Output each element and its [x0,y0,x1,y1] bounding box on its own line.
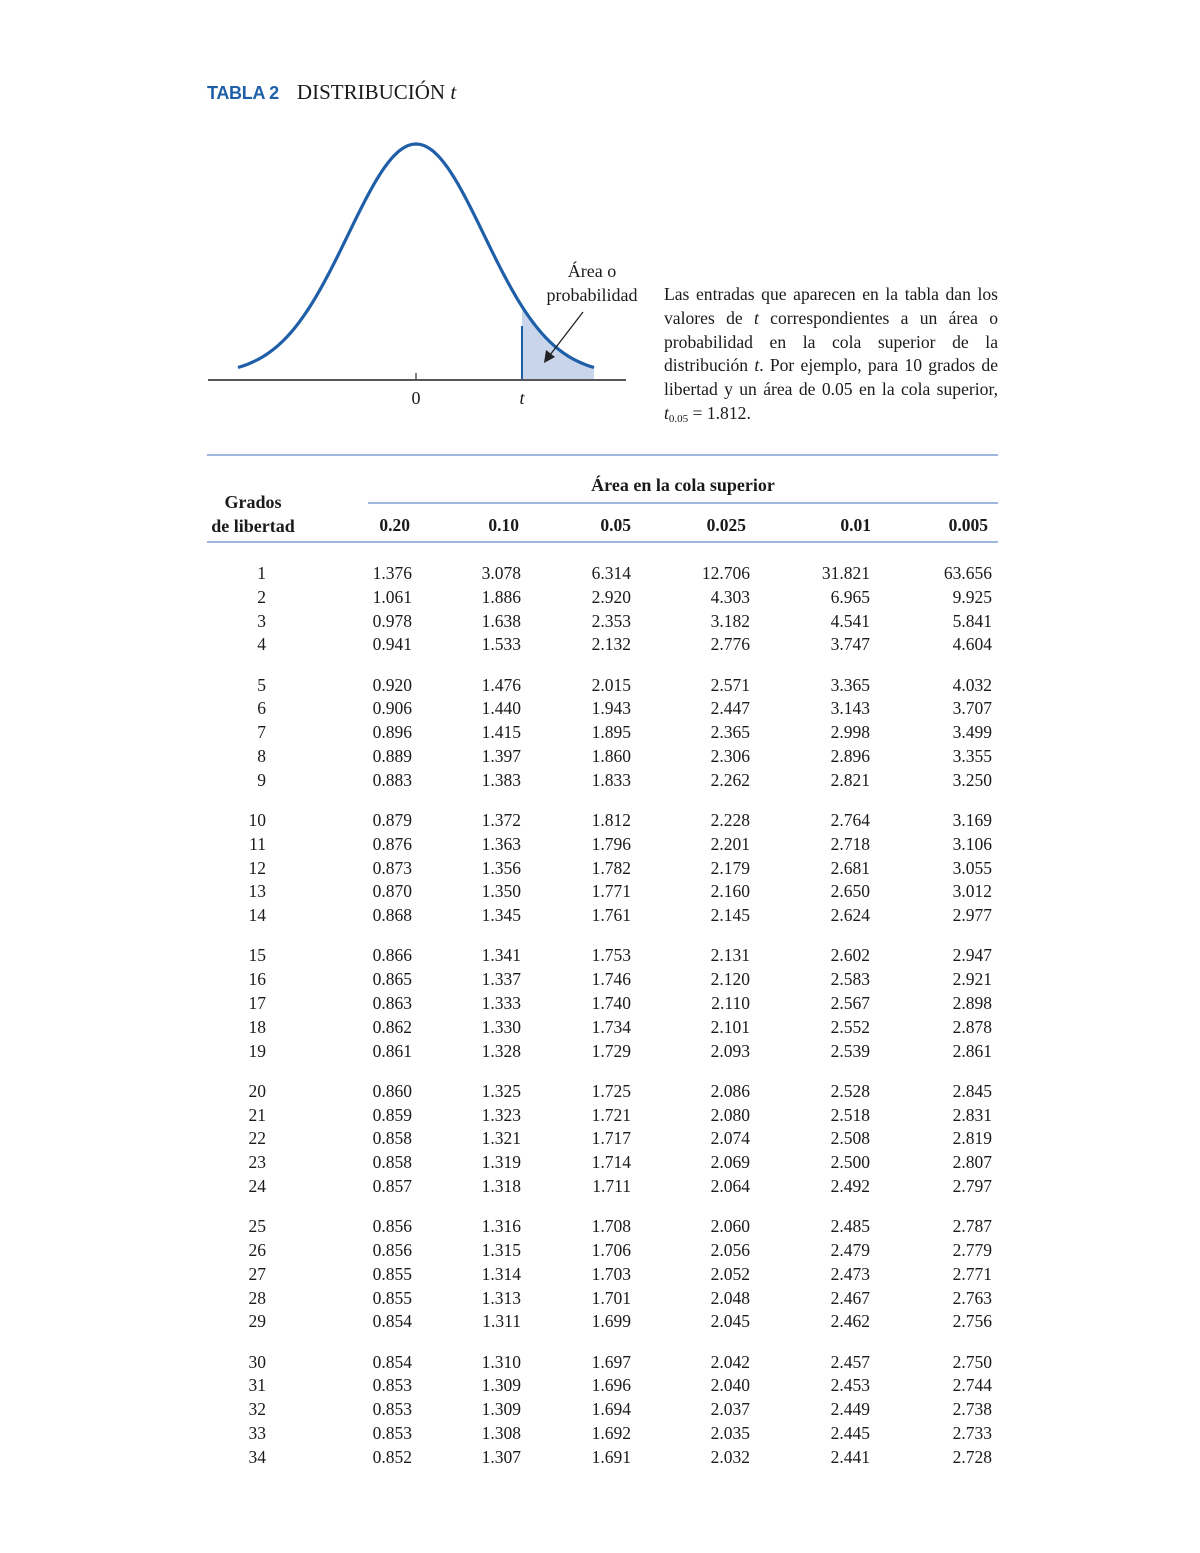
table-cell: 1.886 [481,586,521,607]
table-cell: 0.856 [372,1240,412,1260]
df-cell: 24 [248,1176,266,1196]
table-cell: 1.309 [481,1399,521,1420]
table-cell: 1.319 [481,1152,521,1173]
table-cell: 2.733 [952,1423,992,1443]
table-cell: 0.876 [372,833,412,854]
area-label [540,259,644,307]
zero-axis-label: 0 [411,388,421,408]
table-cell: 1.330 [481,1016,521,1037]
df-cell: 1 [257,563,266,583]
table-cell: 1.333 [481,993,521,1013]
table-cell: 63.656 [943,563,992,583]
table-cell: 2.500 [830,1152,870,1173]
table-cell: 2.179 [710,857,750,878]
table-cell: 0.889 [372,746,412,766]
table-cell: 3.182 [710,610,750,631]
table-cell: 1.796 [591,833,631,854]
table-top-rule [207,454,998,456]
table-cell: 1.314 [481,1263,521,1284]
table-cell: 2.353 [591,610,631,631]
df-cell: 20 [248,1080,266,1101]
table-cell: 2.048 [710,1287,750,1308]
table-cell: 1.734 [591,1016,631,1037]
df-cell: 29 [248,1311,266,1332]
table-cell: 2.306 [710,746,750,766]
table-cell: 1.692 [591,1423,631,1443]
table-cell: 2.728 [952,1446,992,1467]
table-cell: 1.729 [591,1040,631,1061]
table-cell: 1.761 [591,905,631,926]
table-cell: 1.061 [372,586,412,607]
table-cell: 1.397 [481,746,521,766]
df-cell: 16 [248,969,266,990]
table-cell: 0.858 [372,1152,412,1173]
table-cell: 2.101 [710,1016,750,1037]
column-header: 0.01 [840,515,871,535]
table-cell: 2.567 [830,993,870,1013]
table-cell: 1.316 [481,1216,521,1237]
description-text-1: Las entradas que aparecen en la tabla dan los valores de [664,284,998,328]
df-cell: 10 [248,810,266,830]
area-header-rule [368,502,998,504]
table-cell: 1.746 [591,969,631,990]
table-cell: 1.345 [481,905,521,926]
table-cell: 2.467 [830,1287,870,1308]
table-cell: 1.321 [481,1128,521,1149]
table-cell: 3.055 [952,857,992,878]
df-cell: 22 [248,1128,266,1149]
table-cell: 1.328 [481,1040,521,1061]
table-cell: 3.250 [952,769,992,790]
table-cell: 2.718 [830,833,870,854]
table-cell: 1.341 [481,945,521,966]
table-cell: 1.309 [481,1375,521,1396]
table-cell: 0.920 [372,674,412,695]
table-cell: 2.479 [830,1240,870,1260]
df-cell: 33 [248,1423,266,1443]
table-cell: 1.717 [591,1128,631,1149]
table-cell: 2.977 [952,905,992,926]
df-cell: 5 [257,674,266,695]
table-cell: 2.445 [830,1423,870,1443]
table-cell: 2.539 [830,1040,870,1061]
df-header [207,490,299,538]
table-cell: 2.920 [591,586,631,607]
table-cell: 2.473 [830,1263,870,1284]
df-cell: 13 [248,881,266,902]
df-cell: 34 [248,1446,266,1467]
table-cell: 2.583 [830,969,870,990]
table-cell: 0.866 [372,945,412,966]
table-cell: 2.602 [830,945,870,966]
column-header: 0.025 [706,515,746,535]
table-cell: 1.372 [481,810,521,830]
df-cell: 27 [248,1263,266,1284]
table-cell: 1.696 [591,1375,631,1396]
df-cell: 9 [257,769,266,790]
df-cell: 28 [248,1287,266,1308]
table-cell: 4.604 [952,634,992,655]
table-cell: 1.376 [372,563,412,583]
table-cell: 2.042 [710,1351,750,1372]
description-text-2: correspondientes a un área o probabilidad en la cola superior de la distribución [664,307,998,376]
df-cell: 32 [248,1399,266,1420]
table-cell: 2.462 [830,1311,870,1332]
table-cell: 12.706 [701,563,750,583]
table-cell: 6.314 [591,563,631,583]
table-cell: 2.086 [710,1080,750,1101]
table-cell: 1.313 [481,1287,521,1308]
table-cell: 1.943 [591,698,631,719]
df-cell: 21 [248,1104,266,1125]
table-cell: 0.868 [372,905,412,926]
table-cell: 2.262 [710,769,750,790]
table-cell: 0.883 [372,769,412,790]
table-cell: 0.873 [372,857,412,878]
table-cell: 1.476 [481,674,521,695]
title-variable: t [450,80,457,104]
table-cell: 2.145 [710,905,750,926]
area-label-line2: probabilidad [546,285,638,305]
table-cell: 2.064 [710,1176,750,1196]
table-cell: 2.624 [830,905,870,926]
df-cell: 18 [248,1016,266,1037]
table-cell: 2.787 [952,1216,992,1237]
table-cell: 1.694 [591,1399,631,1420]
table-cell: 2.738 [952,1399,992,1420]
table-cell: 1.383 [481,769,521,790]
table-cell: 3.747 [830,634,870,655]
table-cell: 1.860 [591,746,631,766]
table-cell: 2.681 [830,857,870,878]
table-cell: 2.771 [952,1263,992,1284]
table-cell: 2.093 [710,1040,750,1061]
table-cell: 0.854 [372,1311,412,1332]
table-cell: 1.415 [481,722,521,743]
table-cell: 2.750 [952,1351,992,1372]
t-axis-label: t [519,388,525,408]
table-cell: 0.906 [372,698,412,719]
table-cell: 1.697 [591,1351,631,1372]
table-cell: 2.518 [830,1104,870,1125]
density-curve [238,144,594,367]
description-paragraph [664,283,998,432]
table-cell: 0.857 [372,1176,412,1196]
table-cell: 2.821 [830,769,870,790]
table-cell: 3.707 [952,698,992,719]
table-cell: 0.941 [372,634,412,655]
table-cell: 0.853 [372,1375,412,1396]
df-cell: 14 [248,905,266,926]
table-cell: 1.337 [481,969,521,990]
df-cell: 31 [248,1375,266,1396]
table-cell: 2.998 [830,722,870,743]
table-cell: 2.485 [830,1216,870,1237]
df-cell: 19 [248,1040,266,1061]
table-cell: 1.740 [591,993,631,1013]
table-cell: 2.797 [952,1176,992,1196]
table-cell: 0.860 [372,1080,412,1101]
table-cell: 2.571 [710,674,750,695]
column-header: 0.20 [379,515,410,535]
pointer-arrow-line [550,312,583,355]
table-cell: 0.978 [372,610,412,631]
table-cell: 2.110 [711,993,750,1013]
table-cell: 2.764 [830,810,870,830]
table-cell: 1.701 [591,1287,631,1308]
table-cell: 6.965 [830,586,870,607]
df-cell: 11 [249,833,266,854]
table-cell: 1.323 [481,1104,521,1125]
table-cell: 4.541 [830,610,870,631]
table-cell: 2.120 [710,969,750,990]
table-cell: 1.703 [591,1263,631,1284]
table-cell: 0.853 [372,1423,412,1443]
table-cell: 1.325 [481,1080,521,1101]
table-cell: 3.499 [952,722,992,743]
table-cell: 2.131 [710,945,750,966]
table-cell: 1.691 [591,1446,631,1467]
table-cell: 1.350 [481,881,521,902]
table-cell: 2.776 [710,634,750,655]
table-cell: 2.819 [952,1128,992,1149]
table-cell: 2.228 [710,810,750,830]
table-cell: 2.898 [952,993,992,1013]
table-cell: 2.069 [710,1152,750,1173]
upper-tail-shaded-area [522,306,594,380]
df-cell: 17 [248,993,266,1013]
table-cell: 1.833 [591,769,631,790]
table-cell: 4.303 [710,586,750,607]
table-cell: 1.771 [591,881,631,902]
table-cell: 2.449 [830,1399,870,1420]
table-cell: 2.845 [952,1080,992,1101]
table-cell: 1.753 [591,945,631,966]
df-cell: 3 [257,610,266,631]
table-cell: 1.318 [481,1176,521,1196]
table-cell: 2.080 [710,1104,750,1125]
table-cell: 2.921 [952,969,992,990]
table-cell: 1.721 [591,1104,631,1125]
table-cell: 2.779 [952,1240,992,1260]
table-cell: 0.870 [372,881,412,902]
column-header: 0.005 [948,515,988,535]
table-cell: 3.169 [952,810,992,830]
table-cell: 0.854 [372,1351,412,1372]
table-cell: 2.056 [710,1240,750,1260]
table-cell: 1.533 [481,634,521,655]
table-cell: 2.552 [830,1016,870,1037]
table-cell: 2.508 [830,1128,870,1149]
df-cell: 15 [248,945,266,966]
table-cell: 0.859 [372,1104,412,1125]
table-cell: 2.074 [710,1128,750,1149]
table-cell: 2.040 [710,1375,750,1396]
table-cell: 0.855 [372,1287,412,1308]
table-title: DISTRIBUCIÓN [296,80,446,104]
area-label-line1: Área o [567,261,617,281]
table-cell: 0.896 [372,722,412,743]
table-cell: 0.853 [372,1399,412,1420]
table-cell: 2.756 [952,1311,992,1332]
table-cell: 3.143 [830,698,870,719]
description-subscript: 0.05 [668,412,689,425]
table-cell: 2.052 [710,1263,750,1284]
table-cell: 1.895 [591,722,631,743]
df-header-line2: de libertad [211,516,295,536]
table-cell: 9.925 [952,586,992,607]
table-cell: 3.106 [952,833,992,854]
table-cell: 3.078 [481,563,521,583]
table-cell: 1.308 [481,1423,521,1443]
table-cell: 2.037 [710,1399,750,1420]
table-cell: 1.714 [591,1152,631,1173]
table-cell: 2.650 [830,881,870,902]
table-cell: 4.032 [952,674,992,695]
df-cell: 8 [257,746,266,766]
table-cell: 3.012 [952,881,992,902]
table-cell: 2.807 [952,1152,992,1173]
area-header: Área en la cola superior [591,475,775,495]
table-cell: 1.638 [481,610,521,631]
table-cell: 1.310 [481,1351,521,1372]
table-cell: 2.457 [830,1351,870,1372]
table-cell: 2.861 [952,1040,992,1061]
table-cell: 2.831 [952,1104,992,1125]
table-cell: 2.132 [591,634,631,655]
table-number-label: TABLA 2 [207,83,279,103]
description-text-3: . Por ejemplo, para 10 grados de libertad y un área de 0.05 en la cola superior, [664,355,998,400]
table-cell: 2.035 [710,1423,750,1443]
table-cell: 2.160 [710,881,750,902]
table-cell: 2.492 [830,1176,870,1196]
table-cell: 0.862 [372,1016,412,1037]
table-cell: 5.841 [952,610,992,631]
df-cell: 25 [248,1216,266,1237]
table-cell: 1.782 [591,857,631,878]
table-cell: 3.355 [952,746,992,766]
table-cell: 1.311 [482,1311,521,1332]
table-cell: 2.441 [830,1446,870,1467]
table-cell: 3.365 [830,674,870,695]
description-text-4: = 1.812. [688,402,751,423]
table-cell: 0.863 [372,993,412,1013]
table-cell: 0.852 [372,1446,412,1467]
table-cell: 2.744 [952,1375,992,1396]
column-header: 0.10 [488,515,519,535]
df-cell: 30 [248,1351,266,1372]
table-cell: 2.947 [952,945,992,966]
description-var-2: t [754,355,760,376]
df-cell: 7 [257,722,266,743]
df-cell: 6 [257,698,266,719]
table-cell: 2.528 [830,1080,870,1101]
table-cell: 2.201 [710,833,750,854]
table-cell: 0.858 [372,1128,412,1149]
table-cell: 2.763 [952,1287,992,1308]
table-cell: 0.861 [372,1040,412,1061]
table-cell: 2.453 [830,1375,870,1396]
table-cell: 1.307 [481,1446,521,1467]
page-title [207,80,456,105]
table-cell: 2.365 [710,722,750,743]
table-cell: 1.440 [481,698,521,719]
table-cell: 1.711 [592,1176,631,1196]
table-cell: 1.706 [591,1240,631,1260]
table-cell: 1.363 [481,833,521,854]
df-cell: 26 [248,1240,266,1260]
table-cell: 0.856 [372,1216,412,1237]
table-cell: 2.060 [710,1216,750,1237]
header-bottom-rule [207,541,998,543]
df-header-line1: Grados [224,492,282,512]
table-cell: 0.855 [372,1263,412,1284]
table-cell: 2.032 [710,1446,750,1467]
column-header: 0.05 [600,515,631,535]
df-cell: 23 [248,1152,266,1173]
table-cell: 1.699 [591,1311,631,1332]
table-cell: 1.725 [591,1080,631,1101]
description-var-3: t [664,402,669,423]
df-cell: 12 [248,857,266,878]
table-cell: 2.447 [710,698,750,719]
table-cell: 1.812 [591,810,631,830]
table-cell: 1.315 [481,1240,521,1260]
table-cell: 2.045 [710,1311,750,1332]
table-cell: 0.879 [372,810,412,830]
table-cell: 1.356 [481,857,521,878]
table-cell: 0.865 [372,969,412,990]
table-cell: 2.015 [591,674,631,695]
table-cell: 2.896 [830,746,870,766]
table-cell: 31.821 [821,563,870,583]
table-cell: 1.708 [591,1216,631,1237]
df-cell: 2 [257,586,266,607]
description-var-1: t [753,307,759,328]
table-cell: 2.878 [952,1016,992,1037]
df-cell: 4 [257,634,266,655]
